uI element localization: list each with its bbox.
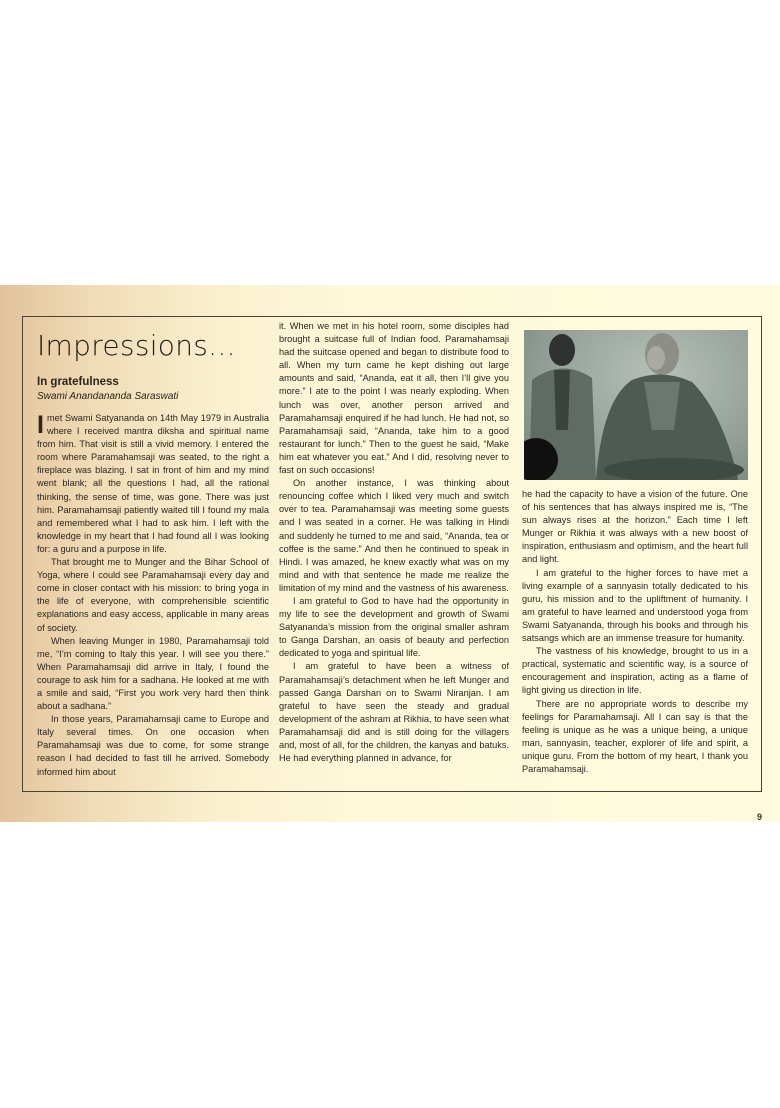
paragraph: I am grateful to the higher forces to have met a living example of a sannyasin totally dedicated to his guru, his mission and to the upliftment of humanity. I am grateful to have learned and understood yoga from Swami Satyananda, through his books and through his satsangs which are an immense treasure for humanity. [522,567,748,644]
column-1 [37,325,269,779]
paragraph: I am grateful to have been a witness of Paramahamsaji’s detachment when he left Munger and passed Ganga Darshan on to Swami Niranjan. I am grateful to have seen the steady and gradual development of the ashram at Rikhia, to have seen what Paramahamsaji did and is still doing for the villagers and, most of all, for the children, the kanyas and batuks. He had everything planned in advance, for [279,661,509,764]
paragraph: That brought me to Munger and the Bihar School of Yoga, where I could see Paramahamsaji every day and come in closer contact with his mission: to bring yoga in the life of everyone, with comprehensible scientific explanations and easy access, applicable in many areas of society. [37,557,269,633]
paragraph: The vastness of his knowledge, brought to us in a practical, systematic and scientific way, is a source of encouragement and inspiration, acting as a flame of light giving us direction in life. [522,646,748,696]
paragraph: On another instance, I was thinking about renouncing coffee which I liked very much and switch over to tea. Paramahamsaji was meeting some guests and I was seated in a corner. He was talking in Hindi and suddenly he turned to me and said, “Ananda, tea or coffee is the same.” And then he continued to speak in Hindi. I was amazed, he knew exactly what was on my mind and with that sentence he made me realize the limitation of my mind and the vastness of his awareness. [279,478,509,593]
paragraph: I met Swami Satyananda on 14th May 1979 in Australia where I received mantra diksha and spiritual name from him. That visit is still a vivid memory. I entered the room where Paramahamsaji was seated, to the right a fireplace was blazing. I sat in front of him and my mind went blank; all the questions I had, all the rational thinking, the sense of time, was gone. There was just him. Paramahamsaji patiently waited till I found my mala and remembered what I had to ask him. I left with the knowledge in my heart that I had found all I was looking for: a guru and a purpose in life. [37,411,269,554]
paragraph: I am grateful to God to have had the opportunity in my life to see the development and growth of Swami Satyananda’s mission from the original smaller ashram to Ganga Darshan, an oasis of beauty and perfection dedicated to yoga and spiritual life. [279,595,509,659]
photo-image-icon [524,330,748,480]
photo-swami-satyananda [524,330,748,480]
paragraph: it. When we met in his hotel room, some disciples had brought a suitcase full of Indian food. Paramahamsaji had the suitcase opened and began to distribute food to all. When my turn came he kept dishing out large amounts and said, “Ananda, eat it all, then I’ll give you more.” I ate to the point I was nearly exploding. When lunch was over, another person arrived and Paramahamsaji enquired if he had lunch. He had not, so Paramahamsaji said, “Ananda, take him to a good restaurant for lunch.” Then to the guest he said, “Make him eat whatever you eat.” And I did, resolving never to fast on such occasions! [279,321,509,476]
paragraph: he had the capacity to have a vision of the future. One of his sentences that has always inspired me is, “The sun always rises at the horizon.” Each time I left Munger or Rikhia it was always with a new boost of inspiration, enthusiasm and optimism, and the heart full and light. [522,489,748,565]
article-subtitle: In gratefulness [37,376,119,388]
column-2 [279,320,509,765]
paragraph: There are no appropriate words to describe my feelings for Paramahamsaji. All I can say is that the feeling is unique as he was a unique being, a unique man, sannyasin, teacher, explorer of life and spirit, a unique guru. From the bottom of my heart, I thank you Paramahamsaji. [522,698,748,774]
article-author: Swami Anandananda Saraswati [37,391,179,402]
page-number: 9 [757,812,763,822]
drop-cap: I [37,411,44,439]
paragraph: When leaving Munger in 1980, Paramahamsaji told me, “I’m coming to Italy this year. I will see you there.” When Paramahamsaji did arrive in Italy, I found the courage to ask him for a sadhana. He looked at me with a smile and said, “First you work very hard then think about a sadhana.” [37,635,269,712]
page-title: Impressions... [37,329,236,362]
magazine-page [0,285,780,822]
paragraph: In those years, Paramahamsaji came to Europe and Italy several times. On one occasion when Paramahamsaji was due to come, for some strange reason I had decided to fast till he arrived. Somebody informed him about [37,714,269,777]
column-3 [522,320,748,776]
article-frame [22,316,762,792]
